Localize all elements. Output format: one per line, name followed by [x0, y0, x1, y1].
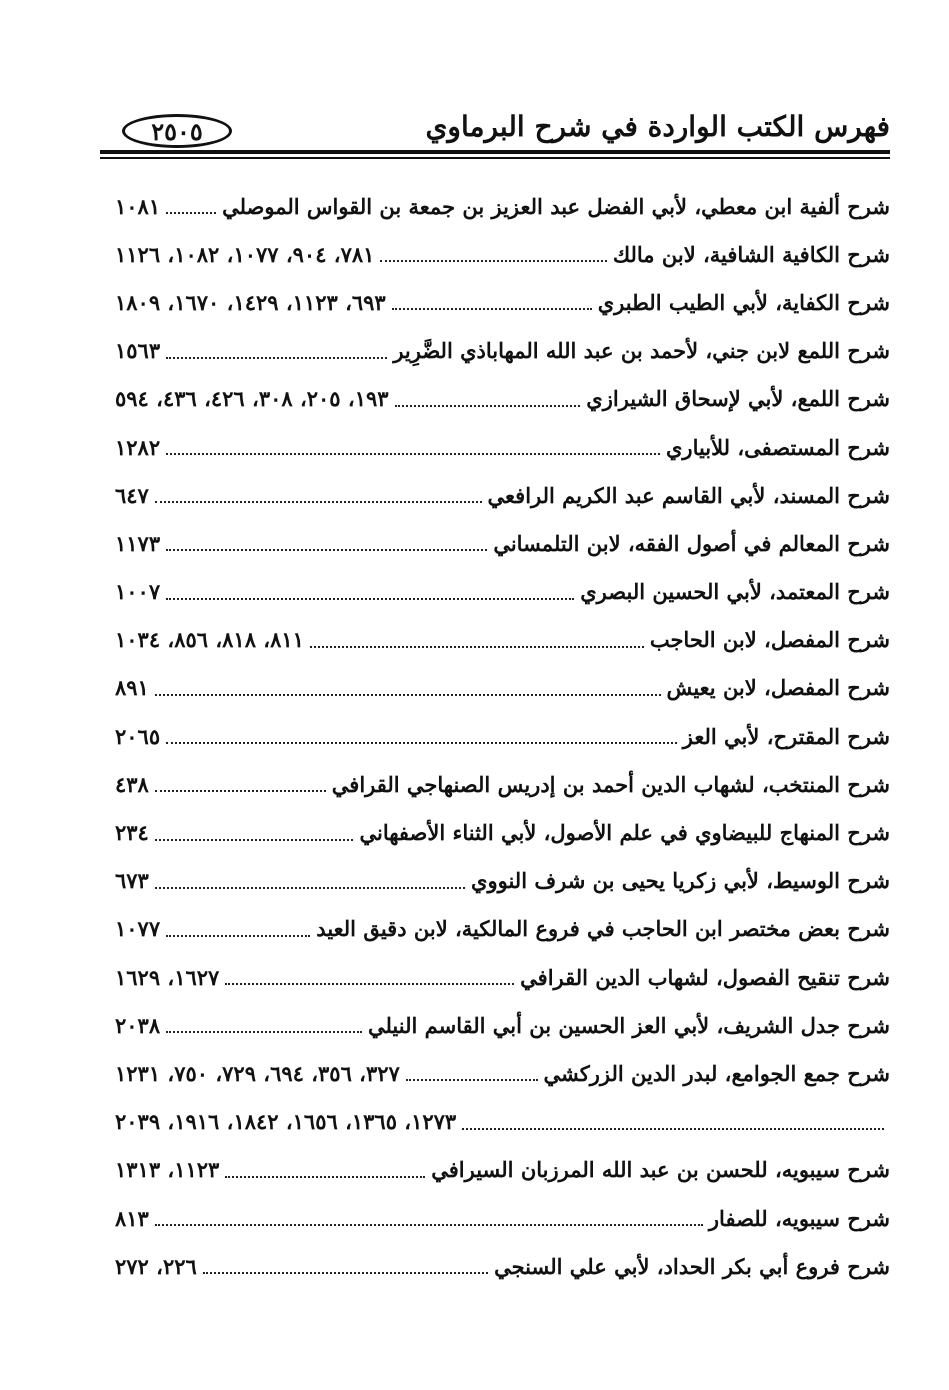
book-title: شرح جمع الجوامع، لبدر الدين الزركشي	[543, 1060, 890, 1086]
book-title: شرح فروع أبي بكر الحداد، لأبي علي السنجي	[494, 1253, 890, 1279]
page-refs: ١٥٦٣	[115, 338, 161, 364]
index-entry	[115, 1242, 890, 1290]
leader-dots	[395, 405, 581, 407]
index-entry	[115, 664, 890, 712]
index-entry	[115, 1194, 890, 1242]
running-title: فهرس الكتب الواردة في شرح البرماوي	[425, 110, 890, 143]
index-entry	[115, 905, 890, 953]
page-refs: ١٢٧٣، ١٣٦٥، ١٦٥٦، ١٨٤٢، ١٩١٦، ٢٠٣٩	[115, 1109, 457, 1135]
book-title: شرح اللمع لابن جني، لأحمد بن عبد الله المهاباذي الضَّرِير	[393, 338, 890, 364]
header-rule-thick	[100, 150, 890, 154]
page-refs: ١٠٠٧	[115, 579, 161, 605]
page-refs: ٧٨١، ٩٠٤، ١٠٧٧، ١٠٨٢، ١١٢٦	[115, 241, 375, 267]
leader-dots	[166, 742, 677, 744]
index-entry	[115, 953, 890, 1001]
leader-dots	[155, 694, 661, 696]
book-title: شرح المسند، لأبي القاسم عبد الكريم الرافعي	[487, 482, 890, 508]
book-title: شرح الوسيط، لأبي زكريا يحيى بن شرف النووي	[471, 868, 890, 894]
leader-dots	[166, 935, 310, 937]
book-title: شرح اللمع، لأبي لإسحاق الشيرازي	[586, 386, 890, 412]
page-refs: ١٦٢٧، ١٦٢٩	[115, 964, 220, 990]
leader-dots	[166, 1031, 362, 1033]
page-refs: ٨٩١	[115, 675, 149, 701]
index-entry	[115, 808, 890, 856]
page-refs: ١١٢٣، ١٣١٣	[115, 1157, 220, 1183]
index-entries	[115, 182, 890, 1290]
leader-dots	[225, 983, 514, 985]
page-refs: ١١٧٣	[115, 530, 161, 556]
index-entry	[115, 519, 890, 567]
leader-dots	[310, 646, 644, 648]
page-refs: ١٠٧٧	[115, 916, 161, 942]
leader-dots	[392, 308, 592, 310]
leader-dots	[155, 839, 354, 841]
index-entry	[115, 278, 890, 326]
page-refs: ٦٩٣، ١١٢٣، ١٤٢٩، ١٦٧٠، ١٨٠٩	[115, 289, 386, 315]
leader-dots	[166, 212, 216, 214]
index-entry-continuation	[115, 1098, 890, 1146]
index-entry	[115, 1146, 890, 1194]
leader-dots	[166, 453, 660, 455]
book-title: شرح المنهاج للبيضاوي في علم الأصول، لأبي الثناء الأصفهاني	[359, 820, 890, 846]
book-title: شرح الكفاية، لأبي الطيب الطبري	[597, 289, 890, 315]
index-entry	[115, 471, 890, 519]
header-rule-thin	[100, 157, 890, 159]
leader-dots	[155, 887, 465, 889]
page-refs: ٨١١، ٨١٨، ٨٥٦، ١٠٣٤	[115, 627, 304, 653]
leader-dots	[166, 357, 387, 359]
page-refs: ٢٣٤	[115, 820, 149, 846]
book-title: شرح المنتخب، لشهاب الدين أحمد بن إدريس الصنهاجي القرافي	[331, 771, 890, 797]
book-title: شرح سيبويه، للحسن بن عبد الله المرزبان السيرافي	[431, 1157, 890, 1183]
index-entry	[115, 1049, 890, 1097]
page-number: ٢٥٠٥	[122, 114, 232, 148]
leader-dots	[155, 501, 482, 503]
index-entry	[115, 327, 890, 375]
page-refs: ٢٠٣٨	[115, 1012, 161, 1038]
leader-dots	[155, 790, 326, 792]
page-refs: ٢٠٦٥	[115, 723, 161, 749]
leader-dots	[225, 1176, 425, 1178]
page-refs: ٦٧٣	[115, 868, 149, 894]
leader-dots	[380, 260, 606, 262]
index-entry	[115, 375, 890, 423]
book-title: شرح تنقيح الفصول، لشهاب الدين القرافي	[520, 964, 890, 990]
leader-dots	[462, 1128, 884, 1130]
index-entry	[115, 423, 890, 471]
page-refs: ٨١٣	[115, 1205, 149, 1231]
index-entry	[115, 857, 890, 905]
index-entry	[115, 230, 890, 278]
page-refs: ٤٣٨	[115, 771, 149, 797]
index-entry	[115, 1001, 890, 1049]
book-title: شرح جدل الشريف، لأبي العز الحسين بن أبي القاسم النيلي	[367, 1012, 890, 1038]
index-entry	[115, 712, 890, 760]
leader-dots	[203, 1272, 488, 1274]
book-title: شرح المفصل، لابن يعيش	[666, 675, 890, 701]
book-title: شرح بعض مختصر ابن الحاجب في فروع المالكية، لابن دقيق العيد	[316, 916, 890, 942]
leader-dots	[155, 1224, 703, 1226]
book-title: شرح الكافية الشافية، لابن مالك	[612, 241, 890, 267]
page-refs: ١٩٣، ٢٠٥، ٣٠٨، ٤٢٦، ٤٣٦، ٥٩٤	[115, 386, 389, 412]
page-refs: ١٢٨٢	[115, 434, 161, 460]
page-refs: ٦٤٧	[115, 482, 149, 508]
book-title: شرح المعتمد، لأبي الحسين البصري	[580, 579, 890, 605]
book-title: شرح ألفية ابن معطي، لأبي الفضل عبد العزيز بن جمعة بن القواس الموصلي	[222, 193, 890, 219]
index-entry	[115, 760, 890, 808]
index-entry	[115, 182, 890, 230]
index-entry	[115, 568, 890, 616]
page-refs: ٢٢٦، ٢٧٢	[115, 1253, 197, 1279]
page-refs: ١٠٨١	[115, 193, 161, 219]
page-refs: ٣٢٧، ٣٥٦، ٦٩٤، ٧٢٩، ٧٥٠، ١٢٣١	[115, 1060, 400, 1086]
leader-dots	[406, 1079, 538, 1081]
book-title: شرح المفصل، لابن الحاجب	[649, 627, 890, 653]
book-title: شرح المستصفى، للأبياري	[665, 434, 890, 460]
index-entry	[115, 616, 890, 664]
book-title: شرح سيبويه، للصفار	[708, 1205, 890, 1231]
leader-dots	[166, 549, 487, 551]
book-title: شرح المقترح، لأبي العز	[682, 723, 890, 749]
book-title: شرح المعالم في أصول الفقه، لابن التلمساني	[493, 530, 890, 556]
leader-dots	[166, 598, 574, 600]
